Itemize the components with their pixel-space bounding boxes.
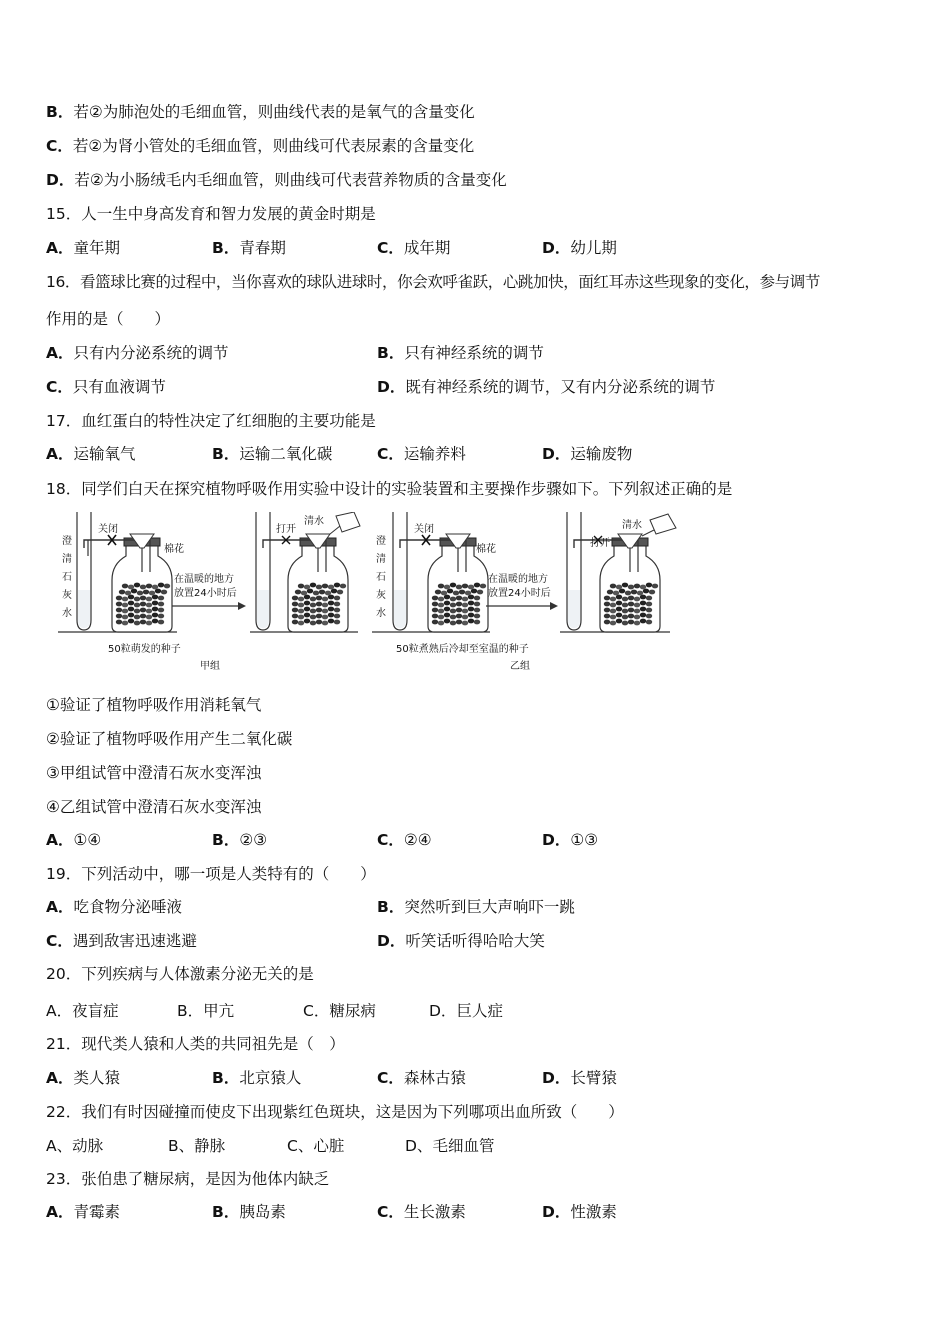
q21-stem: 21．现代类人猿和人类的共同祖先是（ ） xyxy=(46,1035,345,1053)
q15-option-a: A．童年期 xyxy=(46,239,121,257)
q18-option-c: C．②④ xyxy=(377,831,432,849)
limewater-yi-char-5: 水 xyxy=(376,608,386,619)
arrow-label-1a: 在温暖的地方 xyxy=(174,574,234,585)
q21-option-a: A．类人猿 xyxy=(46,1069,121,1087)
q17-option-c: C．运输养料 xyxy=(377,445,466,463)
limewater-yi-char-4: 灰 xyxy=(376,590,386,601)
group-label-jia: 甲组 xyxy=(200,661,220,672)
q15-option-c: C．成年期 xyxy=(377,239,451,257)
q23-option-d: D．性激素 xyxy=(542,1203,617,1221)
q19-option-a: A．吃食物分泌唾液 xyxy=(46,898,183,916)
q18-statement-1: ①验证了植物呼吸作用消耗氧气 xyxy=(46,696,262,714)
q18-statement-3: ③甲组试管中澄清石灰水变浑浊 xyxy=(46,764,262,782)
cotton-label-jia: 棉花 xyxy=(164,544,184,555)
q20-stem: 20．下列疾病与人体激素分泌无关的是 xyxy=(46,965,314,983)
limewater-char-5: 水 xyxy=(62,608,72,619)
limewater-char-2: 清 xyxy=(62,554,72,565)
close-label-jia: 关闭 xyxy=(98,524,118,535)
seeds-label-jia: 50粒萌发的种子 xyxy=(108,644,181,655)
q14-option-b: B．若②为肺泡处的毛细血管，则曲线代表的是氧气的含量变化 xyxy=(46,103,475,121)
q16-stem-line2: 作用的是（ ） xyxy=(46,310,171,328)
open-label-jia: 打开 xyxy=(276,524,296,535)
close-label-yi: 关闭 xyxy=(414,524,434,535)
q16-option-a: A．只有内分泌系统的调节 xyxy=(46,344,229,362)
water-label-jia: 清水 xyxy=(304,516,324,527)
group-label-yi: 乙组 xyxy=(510,661,530,672)
q21-option-b: B．北京猿人 xyxy=(212,1069,302,1087)
experiment-diagram xyxy=(50,512,690,680)
q21-option-c: C．森林古猿 xyxy=(377,1069,466,1087)
q23-option-a: A．青霉素 xyxy=(46,1203,121,1221)
q15-option-b: B．青春期 xyxy=(212,239,286,257)
q23-option-b: B．胰岛素 xyxy=(212,1203,286,1221)
open-label-yi: 打开 xyxy=(590,538,610,549)
q18-statement-2: ②验证了植物呼吸作用产生二氧化碳 xyxy=(46,730,293,748)
q19-option-b: B．突然听到巨大声响吓一跳 xyxy=(377,898,575,916)
q16-option-c: C．只有血液调节 xyxy=(46,378,166,396)
q18-option-b: B．②③ xyxy=(212,831,268,849)
q17-option-d: D．运输废物 xyxy=(542,445,633,463)
limewater-yi-char-3: 石 xyxy=(376,572,386,583)
q18-option-d: D．①③ xyxy=(542,831,599,849)
q17-stem: 17．血红蛋白的特性决定了红细胞的主要功能是 xyxy=(46,412,376,430)
q23-stem: 23．张伯患了糖尿病，是因为他体内缺乏 xyxy=(46,1170,330,1188)
q21-option-d: D．长臂猿 xyxy=(542,1069,617,1087)
q18-stem: 18．同学们白天在探究植物呼吸作用实验中设计的实验装置和主要操作步骤如下。下列叙述正确的是 xyxy=(46,480,733,498)
seeds-label-yi: 50粒煮熟后冷却至室温的种子 xyxy=(396,644,529,655)
q22-option-c: C、心脏 xyxy=(287,1137,345,1155)
q19-stem: 19．下列活动中，哪一项是人类特有的（ ） xyxy=(46,865,376,883)
q22-option-b: B、静脉 xyxy=(168,1137,226,1155)
q17-option-b: B．运输二氧化碳 xyxy=(212,445,333,463)
q16-option-b: B．只有神经系统的调节 xyxy=(377,344,544,362)
q15-stem: 15．人一生中身高发育和智力发展的黄金时期是 xyxy=(46,205,376,223)
q14-option-d: D．若②为小肠绒毛内毛细血管，则曲线可代表营养物质的含量变化 xyxy=(46,171,507,189)
q15-option-d: D．幼儿期 xyxy=(542,239,617,257)
q19-option-c: C．遇到敌害迅速逃避 xyxy=(46,932,197,950)
q17-option-a: A．运输氧气 xyxy=(46,445,136,463)
q23-option-c: C．生长激素 xyxy=(377,1203,466,1221)
q16-option-d: D．既有神经系统的调节，又有内分泌系统的调节 xyxy=(377,378,716,396)
q19-option-d: D．听笑话听得哈哈大笑 xyxy=(377,932,545,950)
limewater-char-4: 灰 xyxy=(62,590,72,601)
limewater-char-3: 石 xyxy=(62,572,72,583)
q22-option-d: D、毛细血管 xyxy=(405,1137,495,1155)
q20-option-d: D．巨人症 xyxy=(429,1002,503,1020)
q14-option-c: C．若②为肾小管处的毛细血管，则曲线可代表尿素的含量变化 xyxy=(46,137,475,155)
q22-stem: 22．我们有时因碰撞而使皮下出现紫红色斑块，这是因为下列哪项出血所致（ ） xyxy=(46,1103,624,1121)
cotton-label-yi: 棉花 xyxy=(476,544,496,555)
q18-statement-4: ④乙组试管中澄清石灰水变浑浊 xyxy=(46,798,262,816)
q20-option-c: C．糖尿病 xyxy=(303,1002,376,1020)
q22-option-a: A、动脉 xyxy=(46,1137,104,1155)
limewater-char-1: 澄 xyxy=(62,536,72,547)
water-label-yi: 清水 xyxy=(622,520,642,531)
q18-option-a: A．①④ xyxy=(46,831,102,849)
arrow-label-2a: 在温暖的地方 xyxy=(488,574,548,585)
limewater-yi-char-1: 澄 xyxy=(376,536,386,547)
q20-option-b: B．甲亢 xyxy=(177,1002,235,1020)
limewater-yi-char-2: 清 xyxy=(376,554,386,565)
arrow-label-1b: 放置24小时后 xyxy=(174,588,237,599)
experiment-figure xyxy=(50,512,690,680)
q20-option-a: A．夜盲症 xyxy=(46,1002,119,1020)
q16-stem-line1: 16．看篮球比赛的过程中，当你喜欢的球队进球时，你会欢呼雀跃，心跳加快，面红耳赤这些现象的变化，参与调节 xyxy=(46,273,820,291)
arrow-label-2b: 放置24小时后 xyxy=(488,588,551,599)
